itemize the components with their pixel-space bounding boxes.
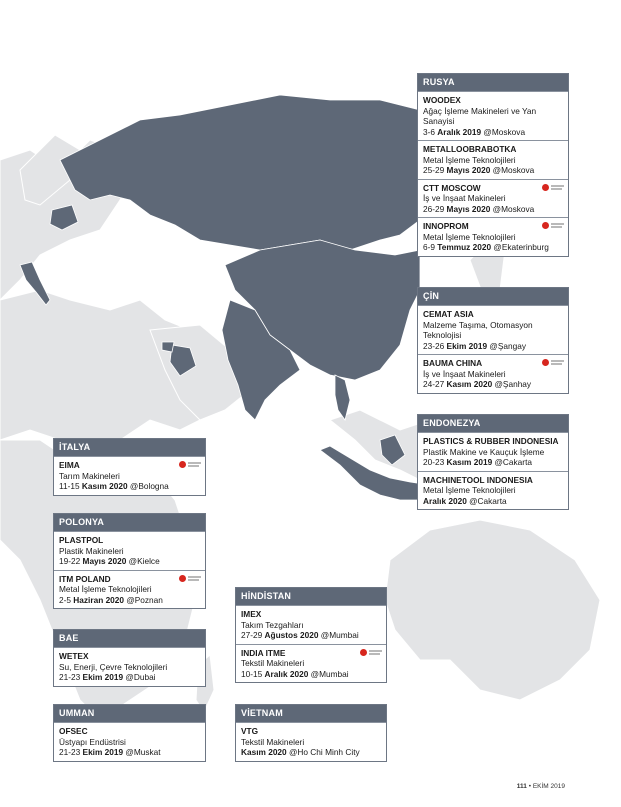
organizer-logo-icon [179, 575, 201, 583]
fair-entry [418, 179, 568, 218]
fair-name: MACHINETOOL INDONESIA [423, 474, 533, 485]
fair-description: Ağaç İşleme Makineleri ve Yan Sanayisi [423, 105, 537, 126]
fair-location: @Kielce [126, 556, 160, 566]
fair-date-month: Ekim 2019 [446, 340, 488, 351]
fair-location: @Mumbai [318, 630, 359, 640]
fair-name: CTT MOSCOW [423, 182, 481, 193]
panel-cin [417, 287, 569, 394]
fair-description: Metal İşleme Teknolojileri [59, 584, 152, 594]
fair-date-days: 11-15 [59, 481, 82, 491]
panel-title: ÇİN [418, 288, 568, 305]
fair-name: IMEX [241, 609, 262, 619]
fair-date-month: Kasım 2020 [241, 747, 287, 757]
fair-description: Tekstil Makineleri [241, 658, 305, 668]
fair-date [241, 669, 381, 680]
fair-date-month: Ekim 2019 [82, 747, 124, 757]
panel-title: İTALYA [54, 439, 205, 456]
organizer-logo-icon [179, 461, 201, 469]
entries-bae [54, 647, 205, 686]
fair-description: Metal İşleme Teknolojileri [423, 154, 516, 165]
fair-date [59, 556, 200, 567]
fair-date-month: Aralık 2019 [437, 126, 482, 137]
fair-date [423, 204, 563, 215]
fair-description: İş ve İnşaat Makineleri [423, 368, 506, 379]
fair-entry [418, 305, 568, 354]
panel-title: RUSYA [418, 74, 568, 91]
fair-location: @Bologna [127, 481, 169, 491]
fair-location: @Cakarta [466, 495, 507, 506]
panel-title: POLONYA [54, 514, 205, 531]
fair-entry [236, 644, 386, 683]
fair-description: Plastik Makine ve Kauçuk İşleme [423, 446, 545, 457]
fair-description: Su, Enerji, Çevre Teknolojileri [59, 661, 168, 672]
fair-date-days: 2-5 [59, 594, 74, 605]
fair-location: @Moskova [490, 203, 535, 214]
fair-date-days: 26-29 [423, 203, 447, 214]
fair-date-days: 20-23 [423, 457, 447, 467]
organizer-logo-icon [542, 359, 564, 367]
fair-description: Plastik Makineleri [59, 545, 124, 556]
fair-entry [236, 722, 386, 761]
fair-date-month: Kasım 2019 [446, 457, 493, 467]
fair-entry [236, 605, 386, 644]
fair-name: WOODEX [423, 95, 461, 105]
panel-bae [53, 629, 206, 687]
fair-description: Malzeme Taşıma, Otomasyon Teknolojisi [423, 319, 533, 340]
entries-rusya [418, 91, 568, 256]
fair-description: Metal İşleme Teknolojileri [423, 485, 516, 495]
fair-date-days: 24-27 [423, 379, 447, 389]
fair-location: @Poznan [124, 594, 163, 605]
fair-name: INDIA ITME [241, 647, 286, 658]
fair-location: @Cakarta [492, 457, 532, 467]
panel-polonya [53, 513, 206, 609]
entries-vietnam [236, 722, 386, 761]
fair-date-month: Aralık 2020 [423, 495, 467, 506]
fair-date-days: 19-22 [59, 556, 83, 566]
fair-description: Metal İşleme Teknolojileri [423, 231, 516, 242]
page-number: 111 [516, 783, 527, 790]
fair-date-month: Mayıs 2020 [446, 203, 491, 214]
fair-entry [54, 531, 205, 570]
fair-location: @Ekaterinburg [491, 242, 549, 252]
fair-date [423, 379, 563, 390]
panel-umman [53, 704, 206, 762]
panel-hindistan [235, 587, 387, 683]
fair-name: BAUMA CHINA [423, 358, 483, 368]
fair-date-days: 21-23 [59, 672, 83, 682]
fair-date-month: Temmuz 2020 [437, 242, 492, 252]
fair-location: @Moskova [481, 126, 526, 137]
panel-title: BAE [54, 630, 205, 647]
panel-italya [53, 438, 206, 496]
fair-date [59, 595, 200, 606]
fair-date [241, 747, 381, 758]
entries-hindistan [236, 605, 386, 682]
fair-date [423, 457, 563, 468]
fair-date [59, 481, 200, 492]
fair-date [423, 496, 563, 507]
fair-entry [54, 722, 205, 761]
entries-cin [418, 305, 568, 393]
fair-description: Tarım Makineleri [59, 470, 120, 481]
panel-title: VİETNAM [236, 705, 386, 722]
fair-date [59, 747, 200, 758]
fair-date-days: 27-29 [241, 630, 265, 640]
panel-endonezya [417, 414, 569, 510]
page-footer [517, 783, 565, 790]
fair-entry [418, 432, 568, 471]
fair-name: ITM POLAND [59, 573, 111, 584]
organizer-logo-icon [360, 649, 382, 657]
fair-date-month: Kasım 2020 [81, 481, 128, 491]
panel-rusya [417, 73, 569, 257]
fair-name: INNOPROM [423, 221, 469, 231]
fair-name: METALLOOBRABOTKA [423, 144, 517, 154]
fair-date [423, 165, 563, 176]
fair-date [423, 341, 563, 352]
fair-entry [54, 570, 205, 609]
fair-date [423, 127, 563, 138]
fair-date-days: 10-15 [241, 668, 265, 679]
panel-title: UMMAN [54, 705, 205, 722]
issue-label: EKİM 2019 [532, 783, 565, 790]
panel-title: ENDONEZYA [418, 415, 568, 432]
fair-date-month: Mayıs 2020 [82, 556, 127, 566]
fair-name: EIMA [59, 460, 80, 470]
fair-location: @Muskat [123, 747, 161, 757]
entries-italya [54, 456, 205, 495]
fair-entry [418, 471, 568, 510]
fair-name: PLASTICS & RUBBER INDONESIA [423, 436, 559, 446]
fair-entry [54, 647, 205, 686]
fair-date-month: Ekim 2019 [82, 672, 124, 682]
fair-description: İş ve İnşaat Makineleri [423, 193, 506, 203]
fair-name: OFSEC [59, 726, 88, 736]
fair-location: @Şangay [487, 340, 526, 351]
fair-description: Üstyapı Endüstrisi [59, 736, 126, 747]
fair-date-month: Ağustos 2020 [264, 630, 319, 640]
fair-date-days: 21-23 [59, 747, 83, 757]
fair-entry [54, 456, 205, 495]
fair-entry [418, 91, 568, 140]
fair-entry [418, 217, 568, 256]
fair-location: @Dubai [123, 672, 156, 682]
fair-location: @Moskova [490, 165, 535, 175]
fair-name: WETEX [59, 651, 89, 661]
fair-date-month: Mayıs 2020 [446, 165, 491, 175]
fair-date-days: 25-29 [423, 165, 447, 175]
fair-entry [418, 140, 568, 179]
fair-date-month: Haziran 2020 [73, 594, 125, 605]
entries-umman [54, 722, 205, 761]
organizer-logo-icon [542, 222, 564, 230]
fair-description: Takım Tezgahları [241, 619, 304, 630]
fair-date-days: 23-26 [423, 340, 447, 351]
fair-date [241, 630, 381, 641]
organizer-logo-icon [542, 184, 564, 192]
fair-description: Tekstil Makineleri [241, 736, 305, 747]
fair-date-days: 6-9 [423, 242, 438, 252]
fair-date-month: Kasım 2020 [446, 379, 493, 389]
fair-entry [418, 354, 568, 393]
fair-location: @Ho Chi Minh City [286, 747, 360, 757]
fair-name: CEMAT ASIA [423, 309, 474, 319]
fair-name: PLASTPOL [59, 535, 104, 545]
entries-endonezya [418, 432, 568, 509]
panel-vietnam [235, 704, 387, 762]
fair-date-month: Aralık 2020 [264, 668, 309, 679]
fair-date-days: 3-6 [423, 126, 438, 137]
panel-title: HİNDİSTAN [236, 588, 386, 605]
fair-location: @Şanhay [492, 379, 532, 389]
fair-date [59, 672, 200, 683]
fair-date [423, 242, 563, 253]
footer-separator: • [526, 783, 533, 790]
fair-name: VTG [241, 726, 259, 736]
entries-polonya [54, 531, 205, 608]
fair-location: @Mumbai [308, 668, 349, 679]
